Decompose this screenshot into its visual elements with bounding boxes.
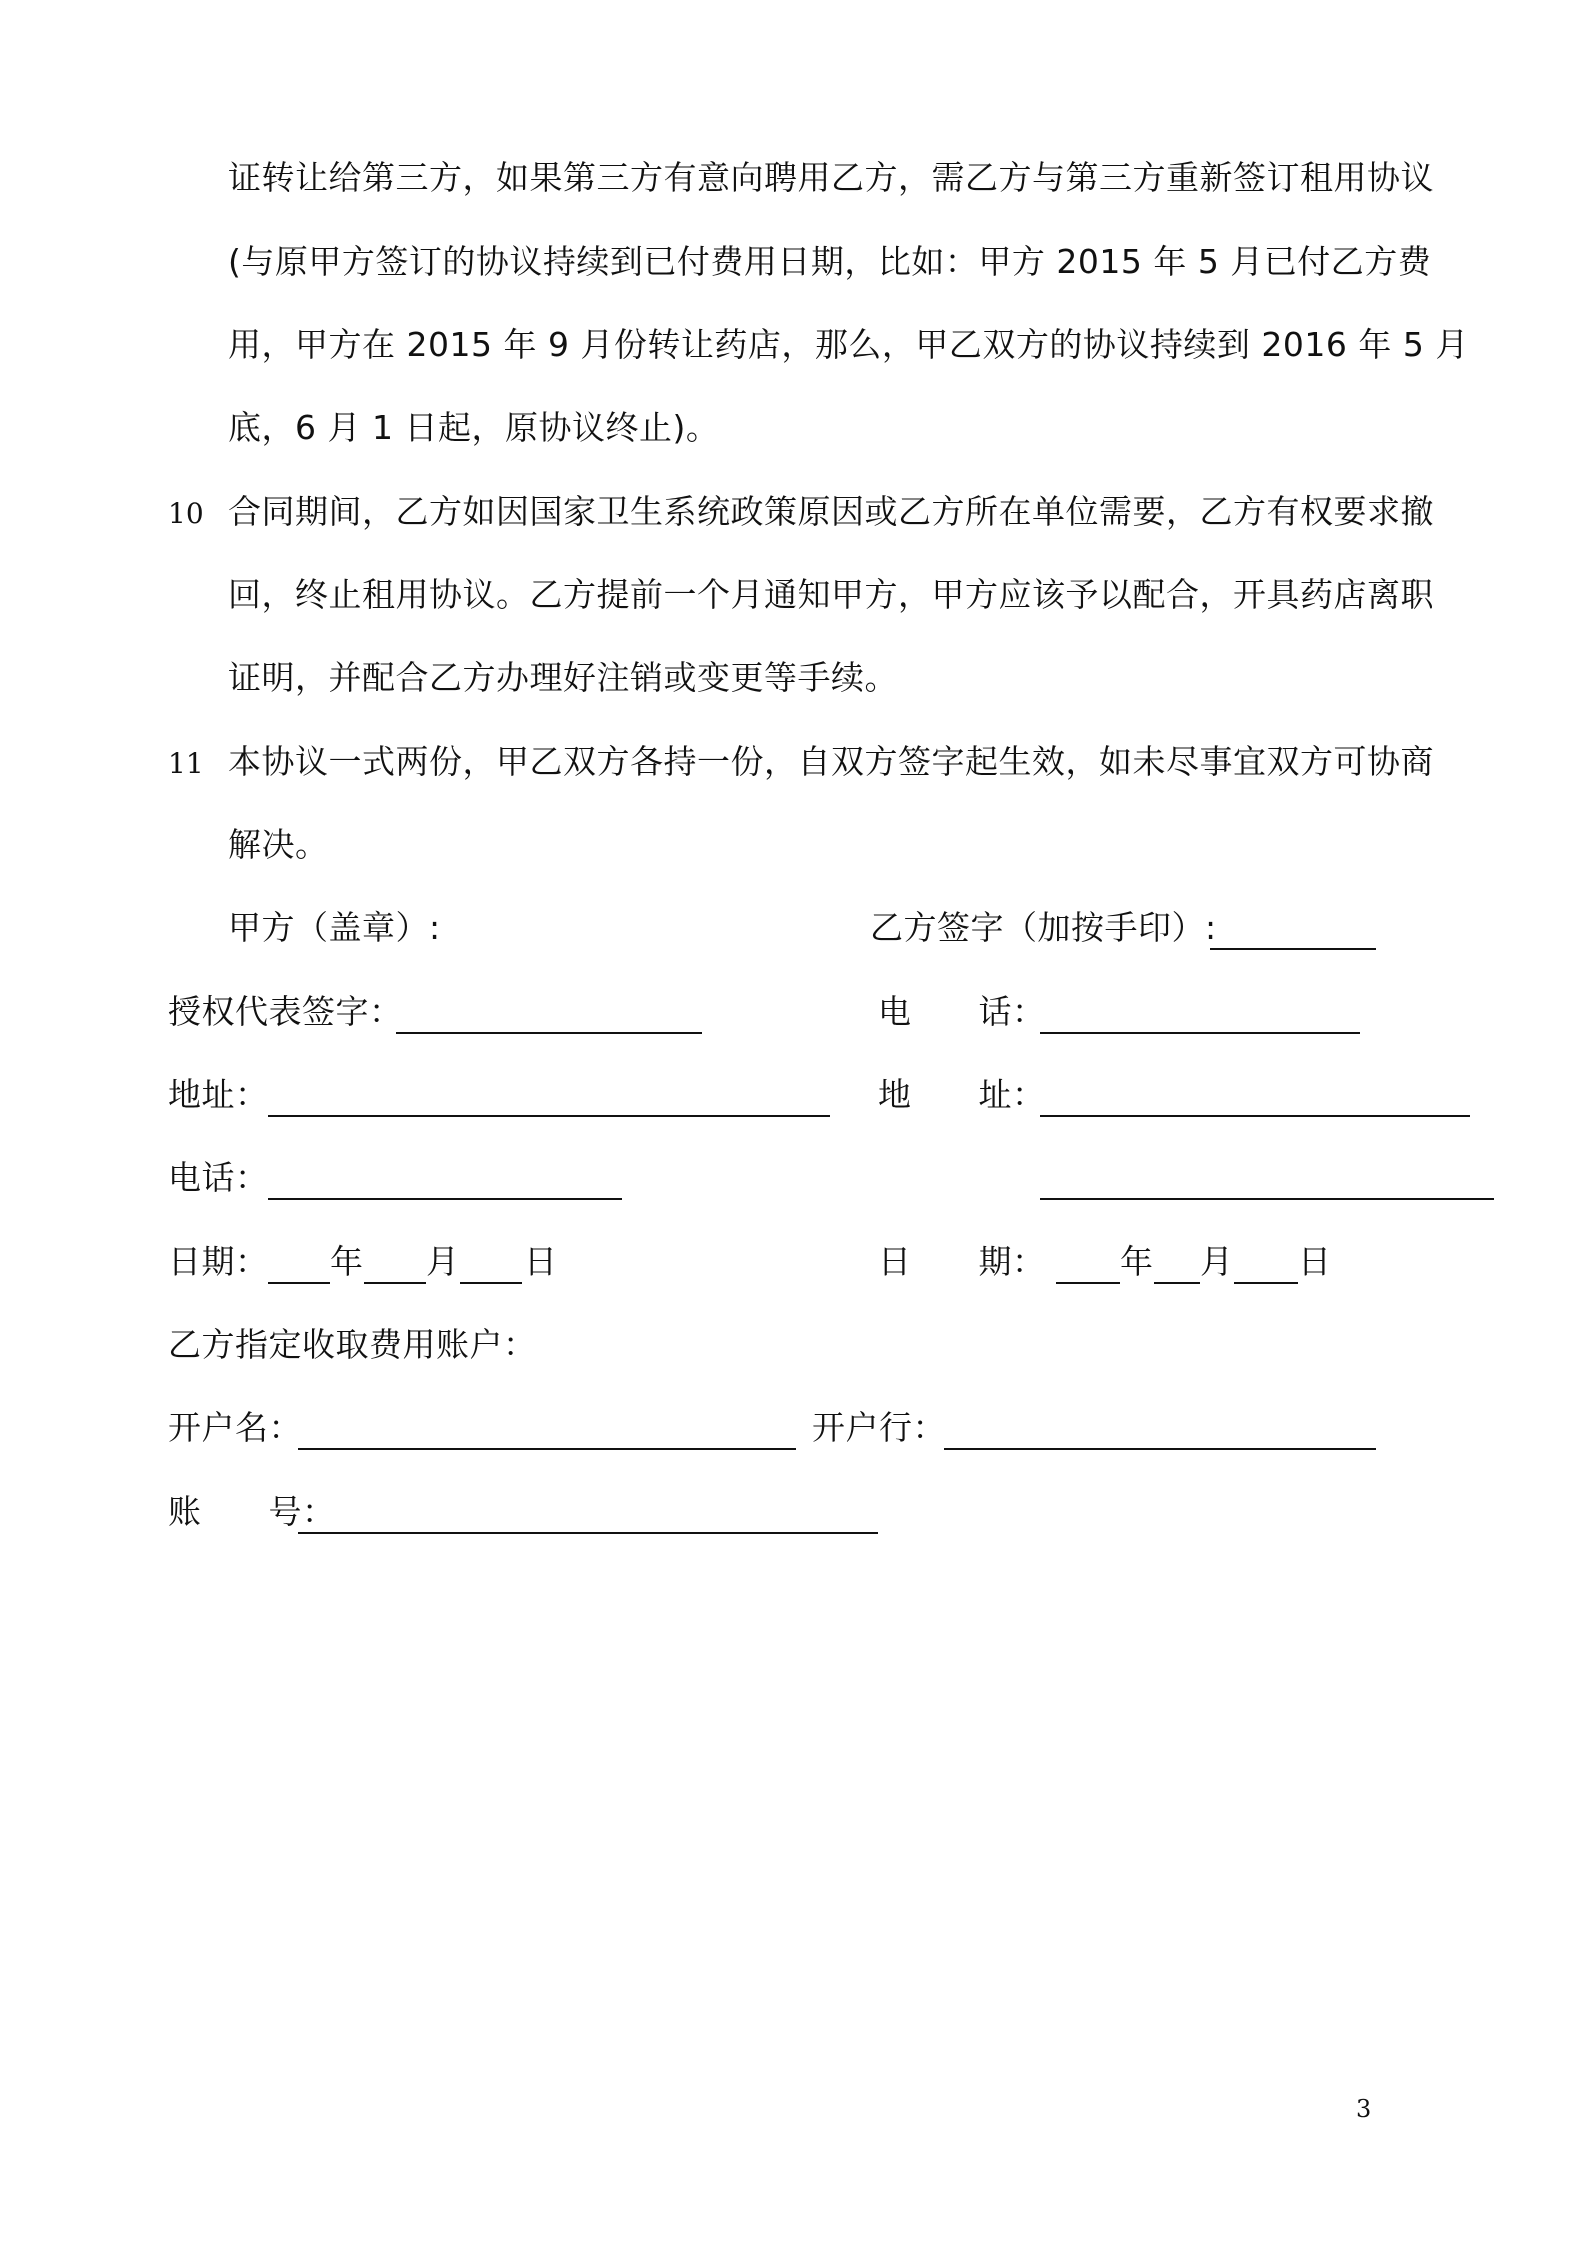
clause10-line-3: 证明，并配合乙方办理好注销或变更等手续。	[228, 658, 898, 697]
party-b-year-label: 年	[1120, 1242, 1154, 1281]
clause9-line-3: 用，甲方在 2015 年 9 月份转让药店，那么，甲乙双方的协议持续到 2016 年 5 月	[228, 325, 1469, 364]
clause11-number: 11	[168, 747, 204, 780]
party-a-year-blank[interactable]	[268, 1282, 330, 1284]
party-a-month-blank[interactable]	[364, 1282, 426, 1284]
party-a-day-blank[interactable]	[460, 1282, 522, 1284]
authorized-rep-blank[interactable]	[396, 1032, 702, 1034]
party-b-sign-blank[interactable]	[1210, 948, 1376, 950]
party-b-address-label: 地 址：	[878, 1075, 1046, 1114]
party-b-year-blank[interactable]	[1056, 1282, 1120, 1284]
account-heading: 乙方指定收取费用账户：	[168, 1325, 537, 1364]
party-b-phone-label: 电 话：	[878, 992, 1046, 1031]
party-a-date-label: 日期：	[168, 1242, 269, 1281]
clause10-number: 10	[168, 497, 204, 530]
party-b-month-blank[interactable]	[1154, 1282, 1200, 1284]
clause9-line-2: (与原甲方签订的协议持续到已付费用日期，比如：甲方 2015 年 5 月已付乙方费	[228, 242, 1432, 281]
clause9-line-4: 底，6 月 1 日起，原协议终止)。	[228, 408, 720, 447]
party-a-day-label: 日	[524, 1242, 558, 1281]
page-number: 3	[1356, 2095, 1372, 2123]
bank-label: 开户行：	[812, 1408, 946, 1447]
account-number-label: 账 号：	[168, 1492, 336, 1531]
party-b-phone-blank[interactable]	[1040, 1032, 1360, 1034]
party-a-address-label: 地址：	[168, 1075, 269, 1114]
party-a-seal-label: 甲方（盖章）:	[228, 908, 441, 947]
party-b-address-blank[interactable]	[1040, 1115, 1470, 1117]
party-b-address-blank-2[interactable]	[1040, 1198, 1494, 1200]
clause9-line-1: 证转让给第三方，如果第三方有意向聘用乙方，需乙方与第三方重新签订租用协议	[228, 158, 1434, 197]
account-name-blank[interactable]	[298, 1448, 796, 1450]
clause10-line-2: 回，终止租用协议。乙方提前一个月通知甲方，甲方应该予以配合，开具药店离职	[228, 575, 1434, 614]
party-a-phone-label: 电话：	[168, 1158, 269, 1197]
party-b-date-label: 日 期：	[878, 1242, 1046, 1281]
clause11-line-2: 解决。	[228, 825, 329, 864]
bank-blank[interactable]	[944, 1448, 1376, 1450]
authorized-rep-label: 授权代表签字：	[168, 992, 403, 1031]
party-b-day-blank[interactable]	[1234, 1282, 1298, 1284]
party-a-phone-blank[interactable]	[268, 1198, 622, 1200]
party-b-sign-label: 乙方签字（加按手印）:	[870, 908, 1217, 947]
clause11-line-1: 本协议一式两份，甲乙双方各持一份，自双方签字起生效，如未尽事宜双方可协商	[228, 742, 1434, 781]
account-name-label: 开户名：	[168, 1408, 302, 1447]
party-a-month-label: 月	[426, 1242, 460, 1281]
party-a-address-blank[interactable]	[268, 1115, 830, 1117]
clause10-line-1: 合同期间，乙方如因国家卫生系统政策原因或乙方所在单位需要，乙方有权要求撤	[228, 492, 1434, 531]
account-number-blank[interactable]	[298, 1532, 878, 1534]
party-b-day-label: 日	[1298, 1242, 1332, 1281]
party-b-month-label: 月	[1200, 1242, 1234, 1281]
party-a-year-label: 年	[330, 1242, 364, 1281]
